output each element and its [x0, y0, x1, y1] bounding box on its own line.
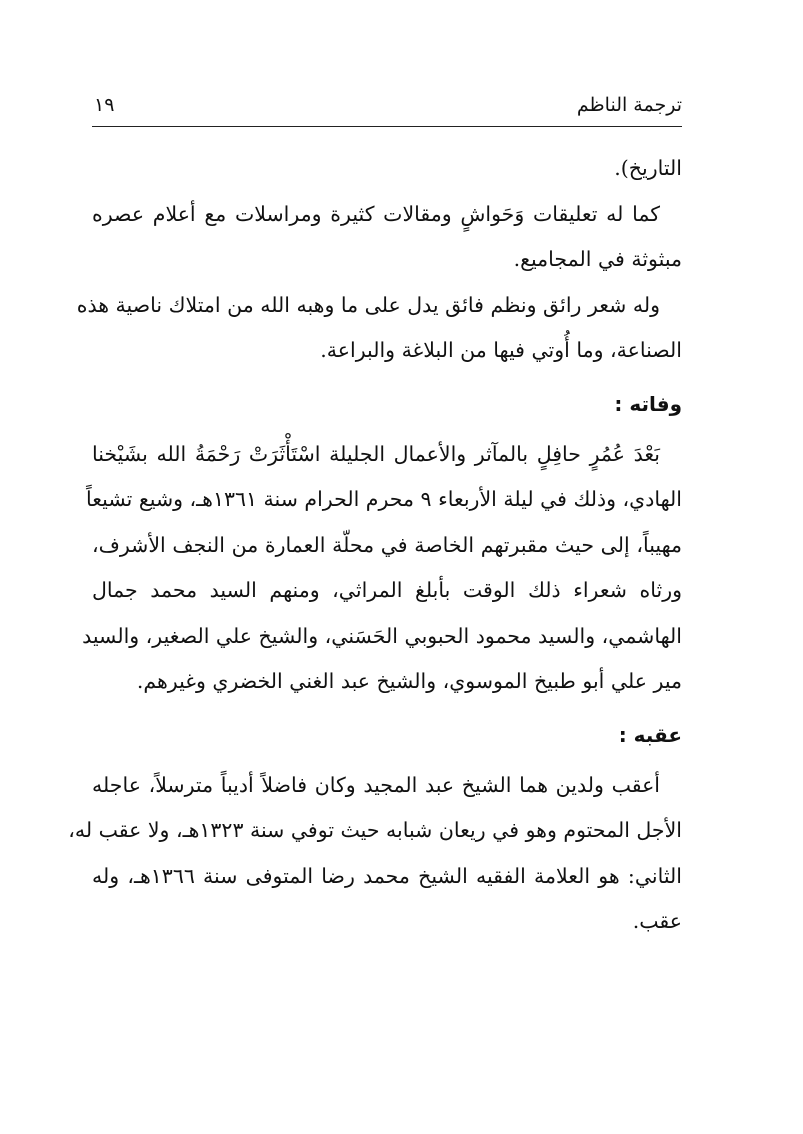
- text-line: الأجل المحتوم وهو في ريعان شبابه حيث توفي سنة ١٣٢٣هـ، ولا عقب له،: [68, 818, 682, 842]
- text-line: مير علي أبو طبيخ الموسوي، والشيخ عبد الغني الخضري وغيرهم.: [136, 669, 682, 693]
- paragraph: [82, 432, 682, 705]
- section-heading-death: وفاته :: [614, 391, 682, 416]
- paragraph: [92, 192, 682, 283]
- text-line: التاريخ).: [614, 156, 682, 180]
- text-line: الهاشمي، والسيد محمود الحبوبي الحَسَني، والشيخ علي الصغير، والسيد: [82, 623, 682, 648]
- text-line: وله شعر رائق ونظم فائق يدل على ما وهبه الله من امتلاك ناصية هذه: [76, 292, 660, 317]
- paragraph: [76, 283, 682, 374]
- text-line: الهادي، وذلك في ليلة الأربعاء ٩ محرم الحرام سنة ١٣٦١هـ، وشيع تشيعاً: [86, 487, 682, 511]
- text-line: عقب.: [632, 909, 682, 933]
- text-line: أعقب ولدين هما الشيخ عبد المجيد وكان فاضلاً أديباً مترسلاً، عاجله: [92, 772, 660, 797]
- paragraph: [68, 763, 682, 945]
- paragraph: [92, 146, 682, 192]
- running-title: ترجمة الناظم: [576, 94, 682, 116]
- text-line: ورثاه شعراء ذلك الوقت بأبلغ المراثي، ومنهم السيد محمد جمال: [92, 578, 682, 602]
- text-line: مهيباً، إلى حيث مقبرتهم الخاصة في محلّة العمارة من النجف الأشرف،: [92, 532, 682, 557]
- text-line: بَعْدَ عُمُرٍ حافِلٍ بالمآثر والأعمال الجليلة اسْتَأْثَرَتْ رَحْمَةُ الله بشَيْخنا: [92, 441, 660, 466]
- page-body: [68, 146, 682, 945]
- text-line: كما له تعليقات وَحَواشٍ ومقالات كثيرة ومراسلات مع أعلام عصره: [92, 201, 660, 226]
- page-header: [92, 92, 682, 127]
- text-line: مبثوثة في المجاميع.: [513, 247, 682, 271]
- text-line: الثاني: هو العلامة الفقيه الشيخ محمد رضا المتوفى سنة ١٣٦٦هـ، وله: [92, 863, 682, 888]
- section-heading-offspring: عقبه :: [618, 722, 682, 747]
- text-line: الصناعة، وما أُوتي فيها من البلاغة والبراعة.: [320, 338, 682, 362]
- page-number: ١٩: [94, 94, 115, 116]
